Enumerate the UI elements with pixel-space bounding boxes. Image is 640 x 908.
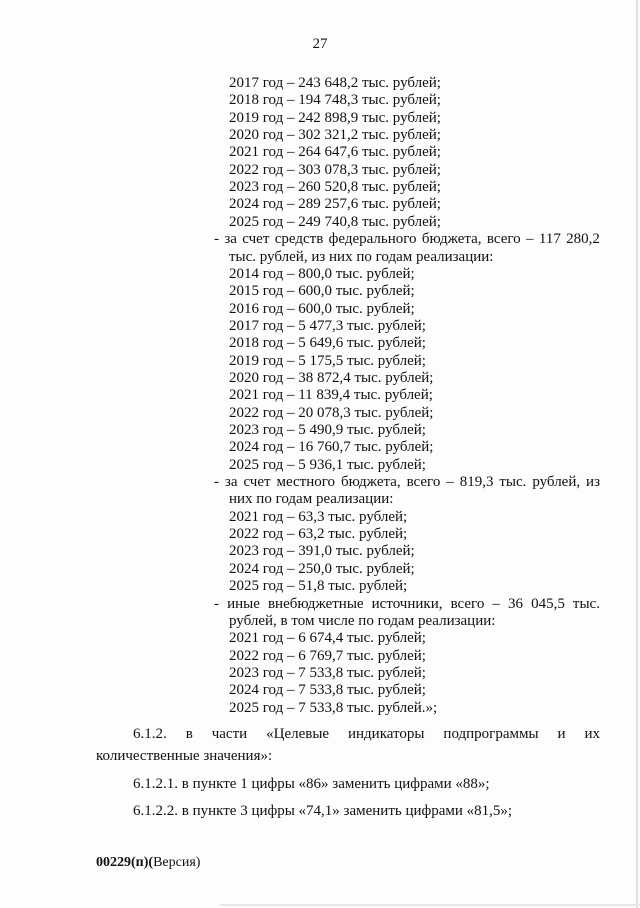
clause-6-1-2-cont: количественные значения»: xyxy=(96,748,273,765)
year-line: 2024 год – 289 257,6 тыс. рублей; xyxy=(229,196,441,213)
clause-6-1-2-2: 6.1.2.2. в пункте 3 цифры «74,1» заменить цифрами «81,5»; xyxy=(133,803,513,819)
year-line: 2019 год – 5 175,5 тыс. рублей; xyxy=(229,352,426,369)
clause-6-1-2: 6.1.2. в части «Целевые индикаторы подпрограммы и их xyxy=(133,725,600,742)
year-line: 2021 год – 11 839,4 тыс. рублей; xyxy=(229,387,433,404)
year-line: 2023 год – 7 533,8 тыс. рублей; xyxy=(229,664,426,681)
scan-edge-right xyxy=(636,0,638,908)
year-line: 2018 год – 5 649,6 тыс. рублей; xyxy=(229,335,426,352)
year-line: 2014 год – 800,0 тыс. рублей; xyxy=(229,265,415,282)
year-line: 2022 год – 6 769,7 тыс. рублей; xyxy=(229,647,426,664)
footer-code: 00229(п)( xyxy=(96,855,154,870)
year-line: 2017 год – 5 477,3 тыс. рублей; xyxy=(229,317,426,334)
footer-version: Версия) xyxy=(153,855,201,870)
local-budget-heading-cont: них по годам реализации: xyxy=(229,491,394,508)
year-line: 2016 год – 600,0 тыс. рублей; xyxy=(229,300,415,317)
year-line: 2022 год – 63,2 тыс. рублей; xyxy=(229,526,408,543)
scan-edge-bottom xyxy=(220,904,640,906)
clause-6-1-2-1: 6.1.2.1. в пункте 1 цифры «86» заменить цифрами «88»; xyxy=(133,775,490,792)
year-line: 2025 год – 5 936,1 тыс. рублей; xyxy=(229,456,426,473)
extrabudget-heading: - иные внебюджетные источники, всего – 36 045,5 тыс. xyxy=(214,595,600,612)
year-line: 2023 год – 5 490,9 тыс. рублей; xyxy=(229,422,426,438)
year-line: 2015 год – 600,0 тыс. рублей; xyxy=(229,283,415,300)
federal-budget-heading: - за счет средств федерального бюджета, всего – 117 280,2 xyxy=(214,231,600,248)
year-line: 2023 год – 391,0 тыс. рублей; xyxy=(229,543,415,560)
year-line: 2023 год – 260 520,8 тыс. рублей; xyxy=(229,179,441,196)
year-line: 2021 год – 264 647,6 тыс. рублей; xyxy=(229,144,441,161)
year-line: 2024 год – 250,0 тыс. рублей; xyxy=(229,560,415,577)
year-line: 2024 год – 16 760,7 тыс. рублей; xyxy=(229,439,434,456)
year-line: 2018 год – 194 748,3 тыс. рублей; xyxy=(229,92,441,109)
year-line: 2020 год – 38 872,4 тыс. рублей; xyxy=(229,369,434,386)
year-line: 2017 год – 243 648,2 тыс. рублей; xyxy=(229,75,441,91)
local-budget-heading: - за счет местного бюджета, всего – 819,3 тыс. рублей, из xyxy=(214,474,600,491)
year-line: 2021 год – 63,3 тыс. рублей; xyxy=(229,508,408,525)
year-line: 2022 год – 20 078,3 тыс. рублей; xyxy=(229,404,434,421)
year-line: 2025 год – 51,8 тыс. рублей; xyxy=(229,578,408,595)
year-line: 2022 год – 303 078,3 тыс. рублей; xyxy=(229,161,441,178)
document-footer xyxy=(96,855,200,871)
year-line: 2021 год – 6 674,4 тыс. рублей; xyxy=(229,630,426,647)
year-line: 2019 год – 242 898,9 тыс. рублей; xyxy=(229,109,441,126)
year-line: 2025 год – 7 533,8 тыс. рублей.»; xyxy=(229,699,438,716)
page-number: 27 xyxy=(312,36,328,52)
federal-budget-heading-cont: тыс. рублей, из них по годам реализации: xyxy=(229,248,494,265)
extrabudget-heading-cont: рублей, в том числе по годам реализации: xyxy=(229,612,496,629)
year-line: 2020 год – 302 321,2 тыс. рублей; xyxy=(229,127,441,144)
year-line: 2025 год – 249 740,8 тыс. рублей; xyxy=(229,213,441,230)
year-line: 2024 год – 7 533,8 тыс. рублей; xyxy=(229,682,426,699)
